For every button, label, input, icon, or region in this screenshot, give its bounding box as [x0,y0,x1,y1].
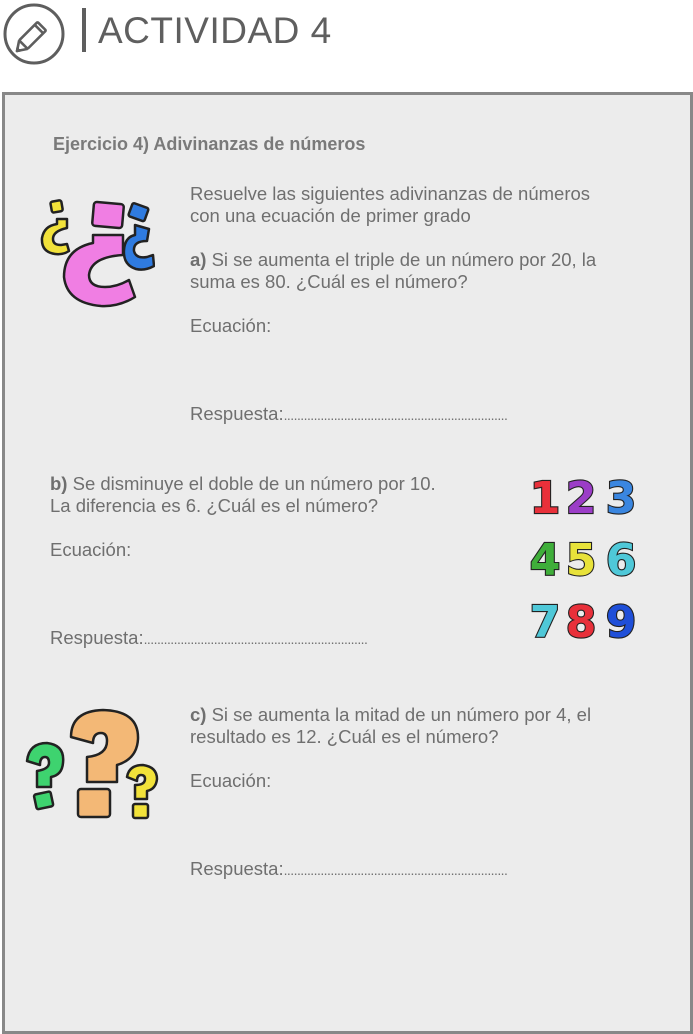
question-marks-icon [21,707,163,822]
problem-c-text-1: Si se aumenta la mitad de un número por 4, el [206,704,592,725]
pencil-icon [2,2,66,66]
problem-c-equation-label: Ecuación: [190,770,272,791]
problem-b-answer-blank[interactable]: ................................................................... [143,631,368,647]
digit-4: 4 [529,535,561,586]
digit-1: 1 [529,473,561,524]
problem-a-answer-line [190,403,507,426]
problem-b-answer-label: Respuesta: [50,627,144,648]
problem-c-answer-label: Respuesta: [190,858,284,879]
digit-5: 5 [565,535,597,586]
digit-2: 2 [565,473,597,524]
digit-9: 9 [605,597,637,648]
problem-a-text-1: Si se aumenta el triple de un número por 20, la [206,249,597,270]
digit-8: 8 [565,597,597,648]
problem-b-equation-label: Ecuación: [50,539,132,560]
activity-header [0,0,693,70]
problem-a-line-2: suma es 80. ¿Cuál es el número? [190,271,468,292]
activity-title: ACTIVIDAD 4 [98,10,332,51]
colorful-digits-icon [523,473,653,648]
problem-b-line-2: La diferencia es 6. ¿Cuál es el número? [50,495,379,516]
inverted-question-marks-icon [37,193,155,308]
problem-c-line-1 [190,704,591,726]
problem-c-answer-line [190,858,507,881]
digit-7: 7 [529,597,561,648]
problem-c-line-2: resultado es 12. ¿Cuál es el número? [190,726,499,747]
problem-a-letter: a) [190,249,207,270]
problem-a-line-1 [190,249,596,271]
problem-c-letter: c) [190,704,207,725]
digit-6: 6 [605,535,637,586]
instructions-line-1: Resuelve las siguientes adivinanzas de números [190,183,591,204]
exercise-panel [2,92,693,1034]
problem-a-equation-label: Ecuación: [190,315,272,336]
problem-c-answer-blank[interactable]: ................................................................... [283,862,508,878]
problem-a-answer-blank[interactable]: ................................................................... [283,407,508,423]
instructions-line-2: con una ecuación de primer grado [190,205,471,226]
digit-3: 3 [605,473,637,524]
header-divider [82,8,86,52]
problem-b-letter: b) [50,473,68,494]
problem-b-answer-line [50,627,367,650]
problem-b-line-1 [50,473,436,495]
problem-a-answer-label: Respuesta: [190,403,284,424]
problem-b-text-1: Se disminuye el doble de un número por 10. [67,473,436,494]
exercise-title: Ejercicio 4) Adivinanzas de números [53,134,366,154]
